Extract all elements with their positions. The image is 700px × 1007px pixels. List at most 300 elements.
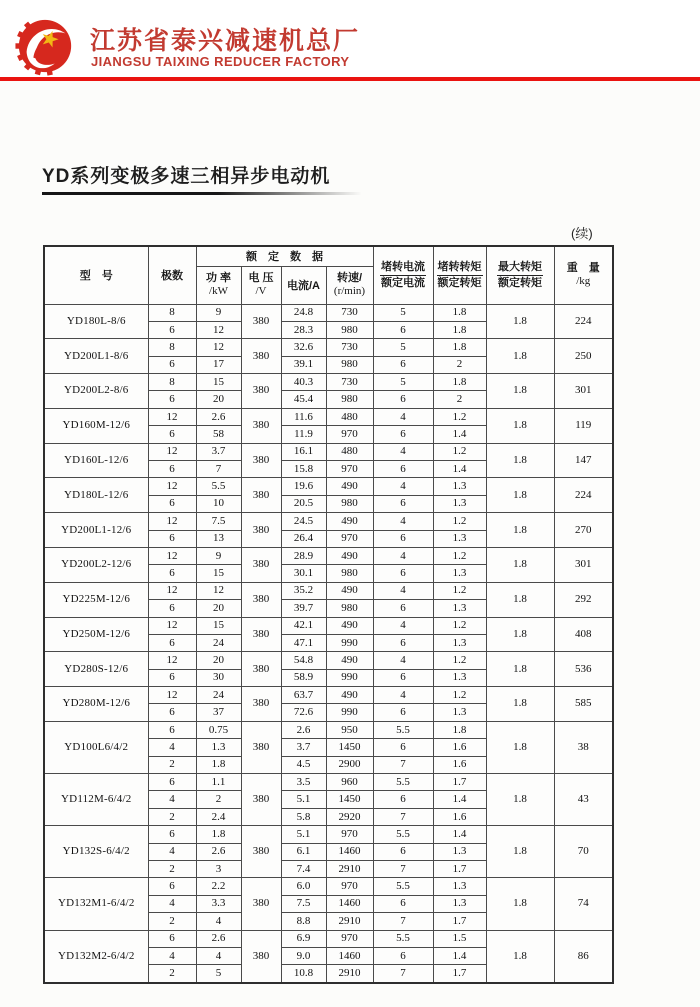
speed-unit: (r/min) xyxy=(333,285,366,297)
power-cell: 3 xyxy=(196,861,241,878)
max-torque-ratio-cell: 1.8 xyxy=(486,339,554,374)
max-torque-ratio-cell: 1.8 xyxy=(486,826,554,878)
power-cell: 0.75 xyxy=(196,721,241,738)
locked-current-ratio-cell: 6 xyxy=(373,426,433,443)
model-group xyxy=(44,930,613,983)
max-torque-ratio-cell: 1.8 xyxy=(486,774,554,826)
speed-cell: 730 xyxy=(326,304,373,321)
poles-cell: 6 xyxy=(148,878,196,895)
locked-current-ratio-cell: 6 xyxy=(373,669,433,686)
model-cell: YD132M1-6/4/2 xyxy=(44,878,148,930)
table-row xyxy=(44,582,613,599)
poles-cell: 6 xyxy=(148,774,196,791)
voltage-cell: 380 xyxy=(241,547,281,582)
locked-current-ratio-cell: 7 xyxy=(373,965,433,983)
weight-cell: 86 xyxy=(554,930,613,983)
poles-cell: 6 xyxy=(148,704,196,721)
max-torque-ratio-cell: 1.8 xyxy=(486,547,554,582)
locked-torque-ratio-cell: 2 xyxy=(433,356,486,373)
current-cell: 16.1 xyxy=(281,443,326,460)
model-cell: YD160L-12/6 xyxy=(44,443,148,478)
table-header xyxy=(44,246,613,304)
speed-cell: 490 xyxy=(326,547,373,564)
locked-current-ratio-cell: 5.5 xyxy=(373,878,433,895)
speed-cell: 980 xyxy=(326,391,373,408)
current-cell: 2.6 xyxy=(281,721,326,738)
locked-current-ratio-cell: 7 xyxy=(373,913,433,930)
speed-cell: 480 xyxy=(326,443,373,460)
locked-torque-ratio-cell: 1.5 xyxy=(433,930,486,947)
model-group xyxy=(44,547,613,582)
speed-cell: 980 xyxy=(326,321,373,338)
locked-torque-ratio-cell: 1.2 xyxy=(433,582,486,599)
locked-torque-ratio-cell: 1.3 xyxy=(433,495,486,512)
locked-current-ratio-cell: 4 xyxy=(373,547,433,564)
table-row xyxy=(44,826,613,843)
model-group xyxy=(44,617,613,652)
current-cell: 5.1 xyxy=(281,826,326,843)
poles-cell: 4 xyxy=(148,895,196,912)
power-cell: 37 xyxy=(196,704,241,721)
power-cell: 1.8 xyxy=(196,756,241,773)
table-row xyxy=(44,930,613,947)
poles-cell: 6 xyxy=(148,495,196,512)
speed-cell: 2920 xyxy=(326,808,373,825)
poles-cell: 12 xyxy=(148,687,196,704)
current-cell: 39.1 xyxy=(281,356,326,373)
table-row xyxy=(44,652,613,669)
poles-cell: 6 xyxy=(148,426,196,443)
model-cell: YD180L-12/6 xyxy=(44,478,148,513)
current-cell: 20.5 xyxy=(281,495,326,512)
model-group xyxy=(44,513,613,548)
header-red-divider xyxy=(0,77,700,81)
col-header-power xyxy=(196,266,241,304)
locked-torque-ratio-cell: 1.2 xyxy=(433,513,486,530)
voltage-label: 电 压 xyxy=(248,271,274,284)
poles-cell: 4 xyxy=(148,739,196,756)
voltage-cell: 380 xyxy=(241,478,281,513)
locked-torque-ratio-cell: 1.8 xyxy=(433,374,486,391)
model-cell: YD200L2-8/6 xyxy=(44,374,148,409)
current-cell: 35.2 xyxy=(281,582,326,599)
current-cell: 5.1 xyxy=(281,791,326,808)
power-cell: 7.5 xyxy=(196,513,241,530)
poles-cell: 6 xyxy=(148,930,196,947)
speed-cell: 980 xyxy=(326,356,373,373)
current-cell: 8.8 xyxy=(281,913,326,930)
col-header-locked-current-ratio xyxy=(373,246,433,304)
speed-cell: 2910 xyxy=(326,913,373,930)
locked-current-ratio-cell: 6 xyxy=(373,843,433,860)
model-cell: YD180L-8/6 xyxy=(44,304,148,339)
max-torque-ratio-cell: 1.8 xyxy=(486,478,554,513)
model-cell: YD132S-6/4/2 xyxy=(44,826,148,878)
locked-torque-ratio-cell: 1.3 xyxy=(433,669,486,686)
locked-current-ratio-cell: 6 xyxy=(373,634,433,651)
power-cell: 2.6 xyxy=(196,843,241,860)
locked-current-numerator: 堵转电流 xyxy=(380,260,426,276)
speed-cell: 490 xyxy=(326,513,373,530)
power-cell: 2.4 xyxy=(196,808,241,825)
gear-star-logo-icon xyxy=(13,15,77,77)
col-header-speed xyxy=(326,266,373,304)
locked-current-ratio-cell: 5 xyxy=(373,374,433,391)
power-cell: 1.3 xyxy=(196,739,241,756)
max-torque-ratio-cell: 1.8 xyxy=(486,582,554,617)
locked-current-ratio-cell: 4 xyxy=(373,582,433,599)
current-cell: 26.4 xyxy=(281,530,326,547)
locked-torque-ratio-cell: 1.8 xyxy=(433,339,486,356)
current-cell: 5.8 xyxy=(281,808,326,825)
locked-torque-ratio-cell: 2 xyxy=(433,391,486,408)
weight-cell: 585 xyxy=(554,687,613,722)
table-row xyxy=(44,478,613,495)
locked-current-ratio-cell: 6 xyxy=(373,600,433,617)
weight-cell: 250 xyxy=(554,339,613,374)
locked-current-ratio-cell: 5.5 xyxy=(373,774,433,791)
weight-cell: 301 xyxy=(554,374,613,409)
locked-current-ratio-cell: 6 xyxy=(373,739,433,756)
max-torque-numerator: 最大转矩 xyxy=(497,260,543,276)
poles-cell: 2 xyxy=(148,808,196,825)
power-cell: 12 xyxy=(196,582,241,599)
power-cell: 1.1 xyxy=(196,774,241,791)
speed-cell: 990 xyxy=(326,704,373,721)
power-cell: 5.5 xyxy=(196,478,241,495)
poles-cell: 2 xyxy=(148,861,196,878)
locked-torque-ratio-cell: 1.6 xyxy=(433,739,486,756)
current-cell: 32.6 xyxy=(281,339,326,356)
table-row xyxy=(44,443,613,460)
power-cell: 2.6 xyxy=(196,930,241,947)
model-cell: YD280M-12/6 xyxy=(44,687,148,722)
power-cell: 3.3 xyxy=(196,895,241,912)
power-cell: 4 xyxy=(196,947,241,964)
speed-cell: 990 xyxy=(326,669,373,686)
max-torque-ratio-cell: 1.8 xyxy=(486,652,554,687)
speed-cell: 970 xyxy=(326,826,373,843)
locked-torque-ratio-cell: 1.2 xyxy=(433,617,486,634)
current-cell: 7.4 xyxy=(281,861,326,878)
model-cell: YD200L1-12/6 xyxy=(44,513,148,548)
voltage-cell: 380 xyxy=(241,652,281,687)
max-torque-ratio-cell: 1.8 xyxy=(486,930,554,983)
weight-cell: 70 xyxy=(554,826,613,878)
locked-current-denominator: 额定电流 xyxy=(381,276,425,289)
current-cell: 15.8 xyxy=(281,461,326,478)
power-cell: 7 xyxy=(196,461,241,478)
table-row xyxy=(44,774,613,791)
current-cell: 6.0 xyxy=(281,878,326,895)
weight-cell: 38 xyxy=(554,721,613,773)
poles-cell: 6 xyxy=(148,321,196,338)
current-cell: 30.1 xyxy=(281,565,326,582)
speed-cell: 730 xyxy=(326,374,373,391)
poles-cell: 6 xyxy=(148,391,196,408)
voltage-cell: 380 xyxy=(241,443,281,478)
max-torque-ratio-cell: 1.8 xyxy=(486,513,554,548)
poles-cell: 8 xyxy=(148,339,196,356)
weight-label: 重 量 xyxy=(566,262,600,275)
locked-current-ratio-cell: 4 xyxy=(373,687,433,704)
locked-current-ratio-cell: 6 xyxy=(373,895,433,912)
locked-current-ratio-cell: 6 xyxy=(373,461,433,478)
power-cell: 3.7 xyxy=(196,443,241,460)
power-cell: 2.2 xyxy=(196,878,241,895)
current-cell: 6.1 xyxy=(281,843,326,860)
current-cell: 63.7 xyxy=(281,687,326,704)
locked-torque-ratio-cell: 1.3 xyxy=(433,478,486,495)
locked-current-ratio-cell: 6 xyxy=(373,391,433,408)
speed-cell: 980 xyxy=(326,495,373,512)
col-header-weight xyxy=(554,246,613,304)
model-cell: YD132M2-6/4/2 xyxy=(44,930,148,983)
voltage-cell: 380 xyxy=(241,826,281,878)
voltage-cell: 380 xyxy=(241,878,281,930)
col-header-model: 型 号 xyxy=(44,246,148,304)
poles-cell: 6 xyxy=(148,356,196,373)
speed-label: 转速/ xyxy=(336,271,363,284)
power-cell: 15 xyxy=(196,565,241,582)
locked-torque-ratio-cell: 1.4 xyxy=(433,791,486,808)
speed-cell: 960 xyxy=(326,774,373,791)
motor-spec-table xyxy=(43,245,614,984)
model-group xyxy=(44,878,613,930)
model-cell: YD280S-12/6 xyxy=(44,652,148,687)
poles-cell: 2 xyxy=(148,756,196,773)
current-cell: 47.1 xyxy=(281,634,326,651)
col-header-poles: 极数 xyxy=(148,246,196,304)
weight-cell: 408 xyxy=(554,617,613,652)
speed-cell: 2910 xyxy=(326,965,373,983)
model-cell: YD200L2-12/6 xyxy=(44,547,148,582)
locked-torque-ratio-cell: 1.3 xyxy=(433,895,486,912)
col-header-max-torque-ratio xyxy=(486,246,554,304)
col-header-rated-data: 额 定 数 据 xyxy=(196,246,373,266)
poles-cell: 6 xyxy=(148,669,196,686)
model-cell: YD160M-12/6 xyxy=(44,408,148,443)
weight-cell: 224 xyxy=(554,478,613,513)
table-row xyxy=(44,878,613,895)
max-torque-ratio-cell: 1.8 xyxy=(486,408,554,443)
current-cell: 4.5 xyxy=(281,756,326,773)
locked-current-ratio-cell: 7 xyxy=(373,808,433,825)
max-torque-ratio-cell: 1.8 xyxy=(486,374,554,409)
voltage-cell: 380 xyxy=(241,304,281,339)
table-row xyxy=(44,408,613,425)
voltage-unit: /V xyxy=(255,285,267,297)
current-cell: 54.8 xyxy=(281,652,326,669)
locked-torque-ratio-cell: 1.2 xyxy=(433,652,486,669)
current-cell: 24.8 xyxy=(281,304,326,321)
locked-current-ratio-cell: 4 xyxy=(373,478,433,495)
voltage-cell: 380 xyxy=(241,721,281,773)
locked-current-ratio-cell: 4 xyxy=(373,408,433,425)
model-cell: YD250M-12/6 xyxy=(44,617,148,652)
locked-current-ratio-cell: 6 xyxy=(373,565,433,582)
poles-cell: 12 xyxy=(148,547,196,564)
locked-current-ratio-cell: 6 xyxy=(373,495,433,512)
weight-cell: 119 xyxy=(554,408,613,443)
table-row xyxy=(44,513,613,530)
max-torque-ratio-cell: 1.8 xyxy=(486,721,554,773)
model-cell: YD112M-6/4/2 xyxy=(44,774,148,826)
voltage-cell: 380 xyxy=(241,774,281,826)
model-group xyxy=(44,443,613,478)
power-cell: 15 xyxy=(196,374,241,391)
table-row xyxy=(44,617,613,634)
current-cell: 11.9 xyxy=(281,426,326,443)
col-header-voltage xyxy=(241,266,281,304)
poles-cell: 6 xyxy=(148,565,196,582)
locked-torque-ratio-cell: 1.3 xyxy=(433,600,486,617)
current-cell: 9.0 xyxy=(281,947,326,964)
table-row xyxy=(44,374,613,391)
model-group xyxy=(44,339,613,374)
locked-torque-ratio-cell: 1.4 xyxy=(433,826,486,843)
speed-cell: 480 xyxy=(326,408,373,425)
poles-cell: 12 xyxy=(148,652,196,669)
weight-cell: 270 xyxy=(554,513,613,548)
model-group xyxy=(44,652,613,687)
weight-cell: 74 xyxy=(554,878,613,930)
col-header-locked-torque-ratio xyxy=(433,246,486,304)
current-cell: 58.9 xyxy=(281,669,326,686)
speed-cell: 970 xyxy=(326,930,373,947)
poles-cell: 6 xyxy=(148,461,196,478)
current-cell: 7.5 xyxy=(281,895,326,912)
poles-cell: 12 xyxy=(148,478,196,495)
power-cell: 2.6 xyxy=(196,408,241,425)
locked-current-ratio-cell: 6 xyxy=(373,947,433,964)
current-cell: 28.3 xyxy=(281,321,326,338)
current-cell: 19.6 xyxy=(281,478,326,495)
power-cell: 12 xyxy=(196,339,241,356)
locked-current-ratio-cell: 4 xyxy=(373,617,433,634)
company-name-cn: 江苏省泰兴减速机总厂 xyxy=(90,27,361,55)
current-cell: 3.7 xyxy=(281,739,326,756)
poles-cell: 4 xyxy=(148,843,196,860)
voltage-cell: 380 xyxy=(241,582,281,617)
current-cell: 42.1 xyxy=(281,617,326,634)
max-torque-ratio-cell: 1.8 xyxy=(486,304,554,339)
speed-cell: 980 xyxy=(326,600,373,617)
poles-cell: 12 xyxy=(148,617,196,634)
speed-cell: 1450 xyxy=(326,791,373,808)
locked-torque-ratio-cell: 1.3 xyxy=(433,704,486,721)
current-cell: 28.9 xyxy=(281,547,326,564)
power-cell: 5 xyxy=(196,965,241,983)
locked-torque-ratio-cell: 1.2 xyxy=(433,687,486,704)
model-cell: YD100L6/4/2 xyxy=(44,721,148,773)
table-row xyxy=(44,721,613,738)
poles-cell: 12 xyxy=(148,582,196,599)
speed-cell: 980 xyxy=(326,565,373,582)
speed-cell: 490 xyxy=(326,617,373,634)
locked-torque-denominator: 额定转矩 xyxy=(437,276,482,289)
current-cell: 45.4 xyxy=(281,391,326,408)
speed-cell: 1460 xyxy=(326,895,373,912)
poles-cell: 8 xyxy=(148,304,196,321)
speed-cell: 730 xyxy=(326,339,373,356)
speed-cell: 1460 xyxy=(326,843,373,860)
locked-torque-ratio-cell: 1.3 xyxy=(433,843,486,860)
voltage-cell: 380 xyxy=(241,687,281,722)
current-cell: 6.9 xyxy=(281,930,326,947)
locked-current-ratio-cell: 4 xyxy=(373,652,433,669)
locked-torque-numerator: 堵转转矩 xyxy=(437,260,483,276)
locked-current-ratio-cell: 6 xyxy=(373,704,433,721)
locked-current-ratio-cell: 7 xyxy=(373,861,433,878)
locked-current-ratio-cell: 4 xyxy=(373,513,433,530)
locked-torque-ratio-cell: 1.6 xyxy=(433,756,486,773)
locked-current-ratio-cell: 5 xyxy=(373,304,433,321)
model-group xyxy=(44,721,613,773)
locked-torque-ratio-cell: 1.7 xyxy=(433,861,486,878)
locked-torque-ratio-cell: 1.4 xyxy=(433,426,486,443)
model-group xyxy=(44,304,613,339)
power-cell: 17 xyxy=(196,356,241,373)
locked-current-ratio-cell: 6 xyxy=(373,530,433,547)
locked-current-ratio-cell: 5 xyxy=(373,339,433,356)
locked-current-ratio-cell: 5.5 xyxy=(373,721,433,738)
locked-torque-ratio-cell: 1.3 xyxy=(433,530,486,547)
power-cell: 4 xyxy=(196,913,241,930)
poles-cell: 6 xyxy=(148,600,196,617)
locked-torque-ratio-cell: 1.2 xyxy=(433,547,486,564)
locked-torque-ratio-cell: 1.8 xyxy=(433,721,486,738)
poles-cell: 4 xyxy=(148,947,196,964)
current-cell: 39.7 xyxy=(281,600,326,617)
current-cell: 40.3 xyxy=(281,374,326,391)
title-underline xyxy=(42,192,362,195)
model-group xyxy=(44,582,613,617)
locked-current-ratio-cell: 6 xyxy=(373,321,433,338)
locked-torque-ratio-cell: 1.8 xyxy=(433,321,486,338)
locked-current-ratio-cell: 5.5 xyxy=(373,826,433,843)
power-unit: /kW xyxy=(209,285,228,297)
power-label: 功 率 xyxy=(205,271,232,284)
locked-torque-ratio-cell: 1.4 xyxy=(433,461,486,478)
power-cell: 9 xyxy=(196,304,241,321)
voltage-cell: 380 xyxy=(241,408,281,443)
current-cell: 10.8 xyxy=(281,965,326,983)
poles-cell: 12 xyxy=(148,408,196,425)
locked-current-ratio-cell: 7 xyxy=(373,756,433,773)
weight-cell: 147 xyxy=(554,443,613,478)
locked-current-ratio-cell: 6 xyxy=(373,791,433,808)
speed-cell: 490 xyxy=(326,687,373,704)
model-group xyxy=(44,774,613,826)
model-group xyxy=(44,478,613,513)
max-torque-ratio-cell: 1.8 xyxy=(486,687,554,722)
speed-cell: 950 xyxy=(326,721,373,738)
table-row xyxy=(44,304,613,321)
speed-cell: 970 xyxy=(326,426,373,443)
table-row xyxy=(44,547,613,564)
current-cell: 24.5 xyxy=(281,513,326,530)
poles-cell: 12 xyxy=(148,513,196,530)
locked-torque-ratio-cell: 1.8 xyxy=(433,304,486,321)
poles-cell: 6 xyxy=(148,721,196,738)
speed-cell: 970 xyxy=(326,530,373,547)
voltage-cell: 380 xyxy=(241,374,281,409)
power-cell: 30 xyxy=(196,669,241,686)
power-cell: 2 xyxy=(196,791,241,808)
locked-current-ratio-cell: 5.5 xyxy=(373,930,433,947)
power-cell: 9 xyxy=(196,547,241,564)
